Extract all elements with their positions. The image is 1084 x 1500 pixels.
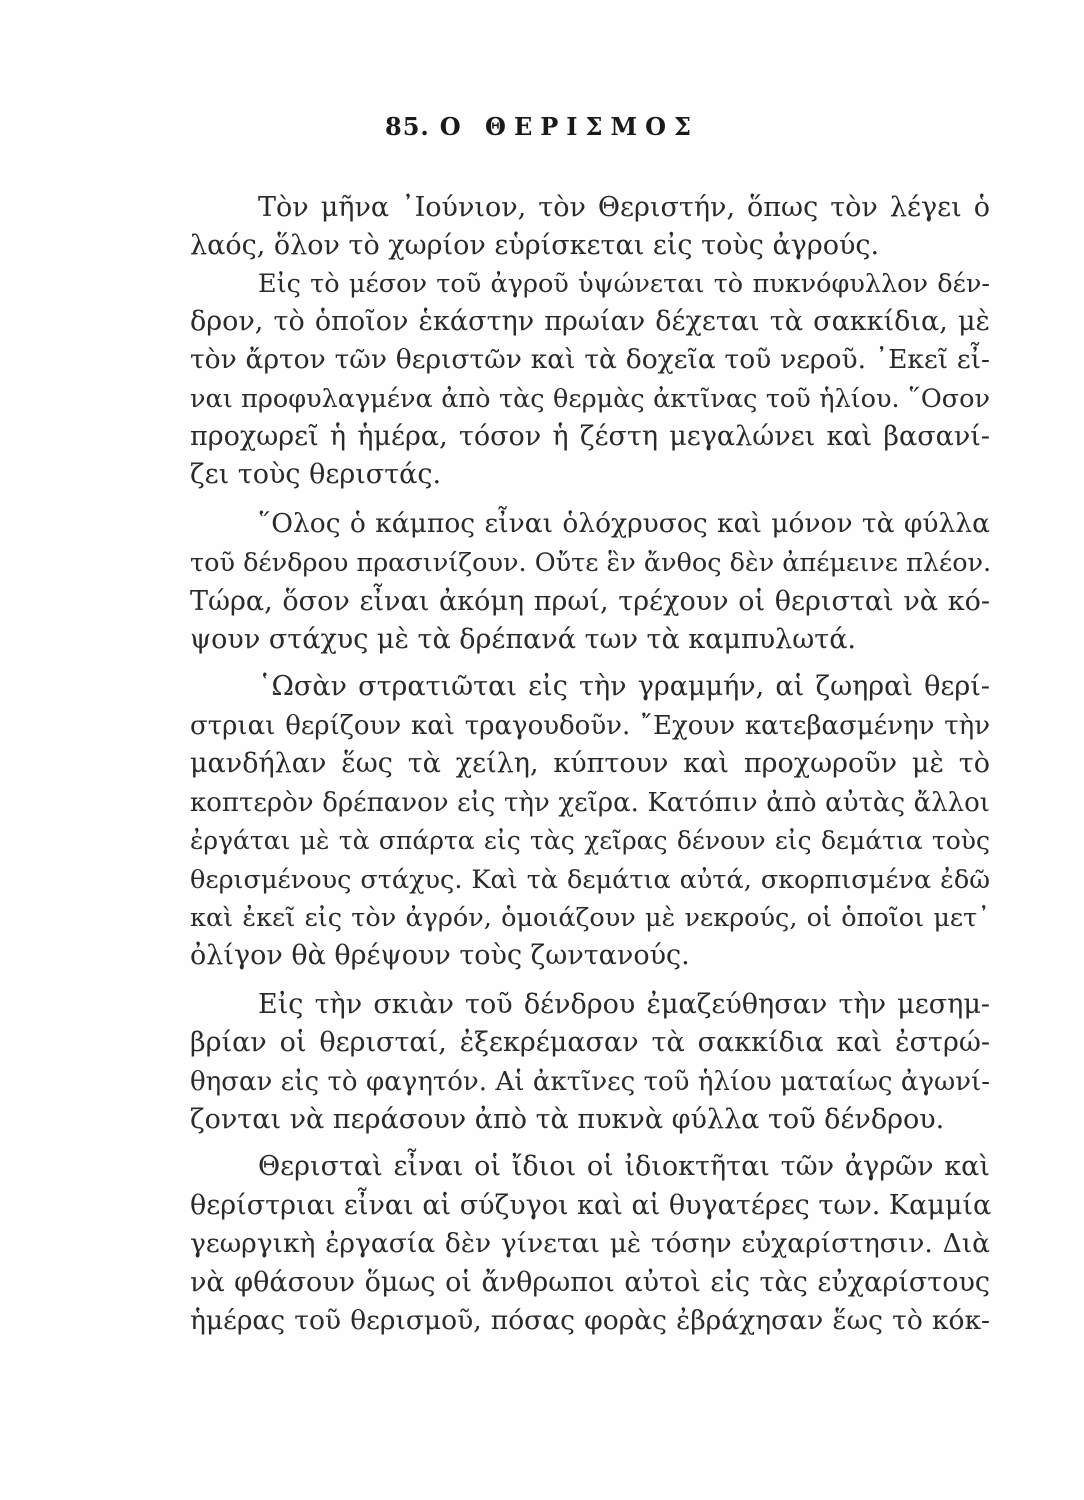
text-line-25: Θερισταὶ εἶναι οἱ ἴδιοι οἱ ἰδιοκτῆται τῶν ἀγρῶν καὶ — [258, 1151, 990, 1182]
text-line-17: ἐργάται μὲ τὰ σπάρτα εἰς τὰς χεῖρας δένουν εἰς δεμάτια τοὺς — [190, 826, 990, 855]
text-line-27: γεωργικὴ ἐργασία δὲν γίνεται μὲ τόσην εὐχαρίστησιν. Διὰ — [190, 1228, 990, 1259]
text-line-12: ψουν στάχυς μὲ τὰ δρέπανά των τὰ καμπυλωτά. — [190, 624, 857, 655]
text-line-1: Τὸν μῆνα ᾿Ιούνιον, τὸν Θεριστήν, ὅπως τὸν λέγει ὁ — [258, 192, 990, 223]
text-line-14: στριαι θερίζουν καὶ τραγουδοῦν. ῎Εχουν κατεβασμένην τὴν — [190, 711, 990, 741]
chapter-title — [0, 112, 1084, 141]
text-line-13: ῾Ωσὰν στρατιῶται εἰς τὴν γραμμήν, αἱ ζωηραὶ θερί- — [258, 671, 990, 702]
text-line-8: ζει τοὺς θεριστάς. — [190, 459, 442, 490]
text-line-15: μανδήλαν ἕως τὰ χείλη, κύπτουν καὶ προχωροῦν μὲ τὸ — [190, 748, 990, 779]
text-line-28: νὰ φθάσουν ὅμως οἱ ἄνθρωποι αὐτοὶ εἰς τὰς εὐχαρίστους — [190, 1267, 990, 1298]
chapter-heading: Ο ΘΕΡΙΣΜΟΣ — [439, 112, 699, 141]
text-line-20: ὀλίγον θὰ θρέψουν τοὺς ζωντανούς. — [190, 940, 690, 971]
text-line-16: κοπτερὸν δρέπανον εἰς τὴν χεῖρα. Κατόπιν ἀπὸ αὐτὰς ἄλλοι — [190, 788, 990, 818]
text-line-29: ἡμέρας τοῦ θερισμοῦ, πόσας φορὰς ἐβράχησαν ἕως τὸ κόκ- — [190, 1305, 990, 1336]
text-line-9: ῞Ολος ὁ κάμπος εἶναι ὁλόχρυσος καὶ μόνον τὰ φύλλα — [258, 508, 990, 539]
text-line-18: θερισμένους στάχυς. Καὶ τὰ δεμάτια αὐτά, σκορπισμένα ἐδῶ — [190, 865, 990, 895]
text-line-4: δρον, τὸ ὁποῖον ἑκάστην πρωίαν δέχεται τὰ σακκίδια, μὲ — [190, 306, 990, 337]
text-line-22: βρίαν οἱ θερισταί, ἐξεκρέμασαν τὰ σακκίδια καὶ ἐστρώ- — [190, 1027, 990, 1058]
text-line-11: Τώρα, ὅσον εἶναι ἀκόμη πρωί, τρέχουν οἱ θερισταὶ νὰ κό- — [190, 586, 990, 617]
text-line-2: λαός, ὅλον τὸ χωρίον εὑρίσκεται εἰς τοὺς ἀγρούς. — [190, 230, 880, 261]
chapter-number: 85. — [385, 112, 430, 141]
text-line-24: ζονται νὰ περάσουν ἀπὸ τὰ πυκνὰ φύλλα τοῦ δένδρου. — [190, 1104, 945, 1135]
text-line-23: θησαν εἰς τὸ φαγητόν. Αἱ ἀκτῖνες τοῦ ἡλίου ματαίως ἀγωνί- — [190, 1067, 990, 1097]
text-line-19: καὶ ἐκεῖ εἰς τὸν ἀγρόν, ὁμοιάζουν μὲ νεκρούς, οἱ ὁποῖοι μετ᾿ — [190, 903, 990, 933]
text-line-6: ναι προφυλαγμένα ἀπὸ τὰς θερμὰς ἀκτῖνας τοῦ ἡλίου. ῞Οσον — [190, 384, 990, 414]
text-line-10: τοῦ δένδρου πρασινίζουν. Οὔτε ἓν ἄνθος δὲν ἀπέμεινε πλέον. — [190, 548, 992, 578]
text-line-3: Εἰς τὸ μέσον τοῦ ἀγροῦ ὑψώνεται τὸ πυκνόφυλλον δέν- — [258, 269, 990, 299]
text-line-26: θερίστριαι εἶναι αἱ σύζυγοι καὶ αἱ θυγατέρες των. Καμμία — [190, 1190, 992, 1221]
text-line-21: Εἰς τὴν σκιὰν τοῦ δένδρου ἐμαζεύθησαν τὴν μεσημ- — [258, 989, 990, 1020]
text-line-5: τὸν ἄρτον τῶν θεριστῶν καὶ τὰ δοχεῖα τοῦ νεροῦ. ᾿Εκεῖ εἶ- — [190, 344, 990, 375]
text-line-7: προχωρεῖ ἡ ἡμέρα, τόσον ἡ ζέστη μεγαλώνει καὶ βασανί- — [190, 421, 990, 452]
